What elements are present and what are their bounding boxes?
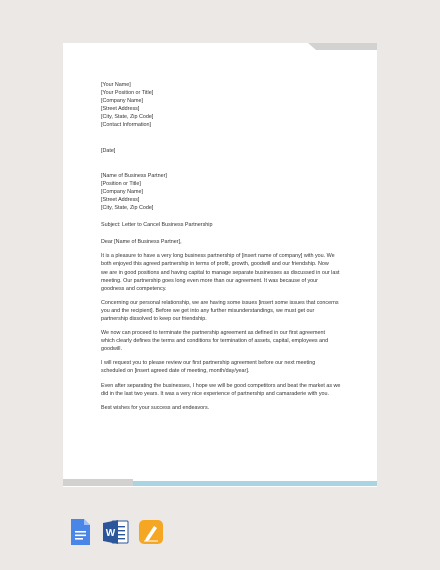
- body-paragraph: [101, 382, 341, 398]
- page-corner-tab: [308, 43, 377, 50]
- word-icon[interactable]: [103, 519, 129, 545]
- sender-position: [Your Position or Title]: [101, 90, 154, 97]
- paragraph-line: Even after separating the businesses, I hope we will be good competitors and beat the market as we: [101, 382, 341, 389]
- format-icons: [68, 519, 164, 545]
- body-paragraph: [101, 299, 341, 323]
- letter-greeting: Dear [Name of Business Partner],: [101, 239, 182, 246]
- sender-contact: [Contact Information]: [101, 122, 152, 129]
- google-docs-icon[interactable]: [68, 519, 94, 545]
- sender-city: [City, State, Zip Code]: [101, 114, 154, 121]
- recipient-position: [Position or Title]: [101, 180, 141, 187]
- body-paragraph: [101, 329, 341, 353]
- paragraph-line: scheduled on [insert agreed date of meeting, month/day/year].: [101, 368, 250, 375]
- paragraph-line: which clearly defines the terms and conditions for termination of assets, capital, employees and: [101, 338, 329, 345]
- paragraph-line: goodwill.: [101, 346, 122, 353]
- sender-name: [Your Name]: [101, 82, 131, 88]
- paragraph-line: goodness and competency.: [101, 285, 167, 292]
- paragraph-line: both enjoyed this agreed partnership in terms of profit, growth, goodwill and our friendship. Now: [101, 261, 329, 268]
- letter-date: [Date]: [101, 147, 116, 154]
- paragraph-line: partnership dissolved to keep our friendship.: [101, 315, 207, 322]
- footer-bar-blue: [133, 481, 377, 486]
- paragraph-line: you and the recipient]. Before we get into any further misunderstandings, we must get our: [101, 307, 315, 314]
- recipient-company: [Company Name]: [101, 188, 143, 195]
- document-page: [63, 43, 377, 487]
- sender-street: [Street Address]: [101, 106, 140, 113]
- paragraph-line: we are in good positions and having capital to manage separate businesses as discussed in our last: [101, 269, 340, 276]
- letter-content: [101, 81, 341, 418]
- paragraph-line: Concerning our personal relationship, we are having some issues [insert some issues that concerns: [101, 299, 339, 306]
- paragraph-line: Best wishes for your success and endeavors.: [101, 404, 210, 411]
- paragraph-line: It is a pleasure to have a very long business partnership of [insert name of company] with you. We: [101, 253, 335, 260]
- closing-paragraph: [101, 404, 341, 412]
- paragraph-line: meeting. Our partnership goes long even more than our agreement. It was because of your: [101, 277, 318, 284]
- paragraph-line: We now can proceed to terminate the partnership agreement as defined in our first agreement: [101, 330, 326, 337]
- recipient-city: [City, State, Zip Code]: [101, 205, 154, 212]
- recipient-street: [Street Address]: [101, 196, 140, 203]
- sender-company: [Company Name]: [101, 98, 143, 105]
- recipient-block: [101, 172, 341, 212]
- paragraph-line: did in the last two years. It was a very nice experience of partnership and camaraderie with you.: [101, 390, 330, 397]
- sender-block: [101, 81, 341, 130]
- body-paragraph: [101, 359, 341, 375]
- recipient-name: [Name of Business Partner]: [101, 172, 167, 179]
- word-icon-letter: W: [105, 528, 116, 539]
- paragraph-line: I will request you to please review our first partnership agreement before our next meeting: [101, 360, 316, 367]
- letter-subject: Subject: Letter to Cancel Business Partnership: [101, 222, 213, 229]
- footer-bar-gray: [63, 479, 133, 486]
- pages-icon[interactable]: [138, 519, 164, 545]
- body-paragraph: [101, 252, 341, 292]
